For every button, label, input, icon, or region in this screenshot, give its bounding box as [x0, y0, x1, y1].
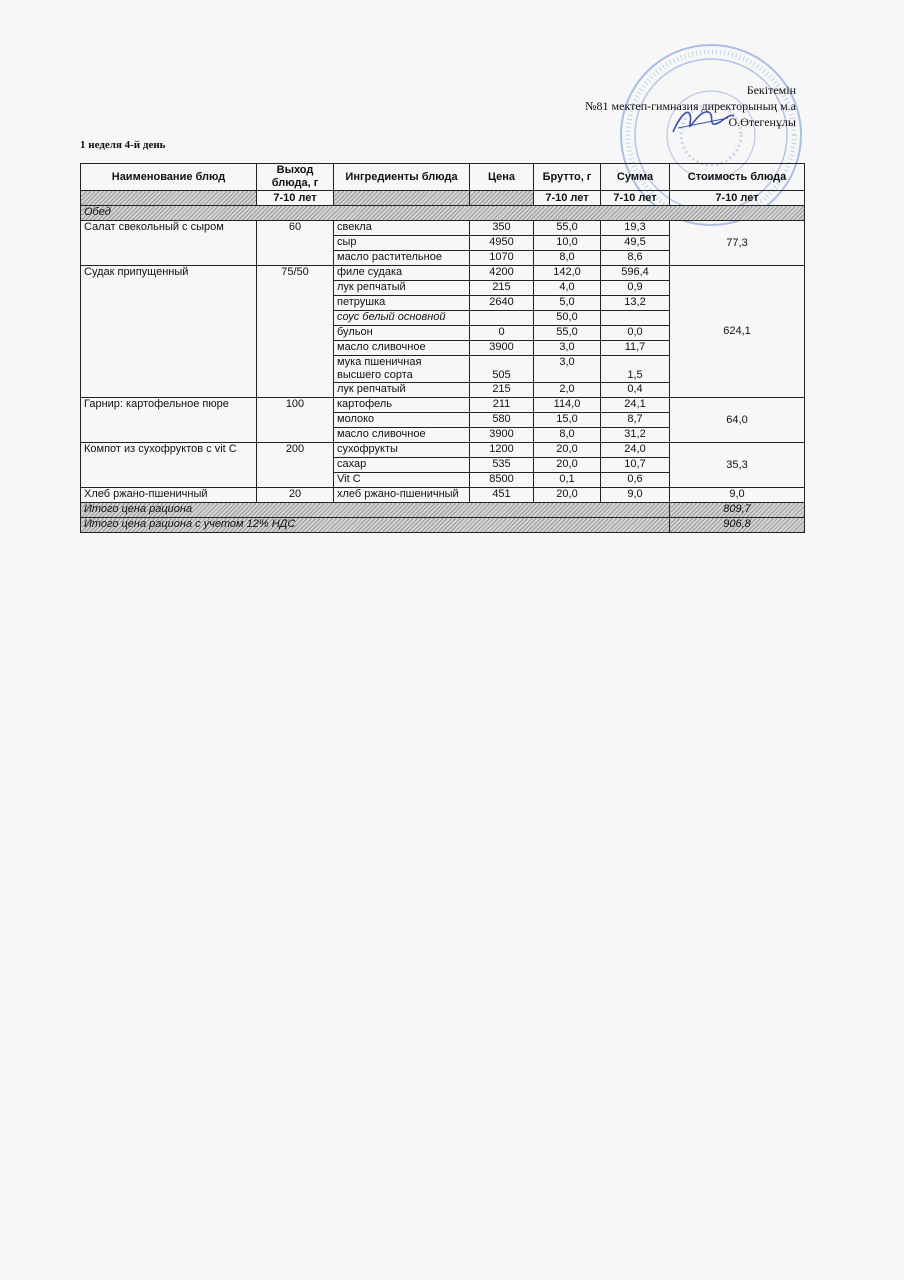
dish-cost: 624,1	[670, 266, 805, 398]
dish-yield: 100	[257, 398, 334, 443]
sub-header-age: 7-10 лет	[257, 191, 334, 206]
dish-name: Компот из сухофруктов с vit C	[81, 443, 257, 488]
dish-yield: 60	[257, 221, 334, 266]
ingredient: свекла	[334, 221, 470, 236]
dish-cost: 64,0	[670, 398, 805, 443]
total-value: 809,7	[670, 503, 805, 518]
ingredient: сыр	[334, 236, 470, 251]
dish-name: Салат свекольный с сыром	[81, 221, 257, 266]
sub-header-empty	[334, 191, 470, 206]
header-brutto: Брутто, г	[534, 164, 601, 191]
ingredient: мука пшеничная высшего сорта	[334, 356, 470, 383]
total-label: Итого цена рациона	[81, 503, 670, 518]
sum: 11,7	[601, 341, 670, 356]
sum: 19,3	[601, 221, 670, 236]
sum: 49,5	[601, 236, 670, 251]
brutto: 15,0	[534, 413, 601, 428]
brutto: 55,0	[534, 221, 601, 236]
ingredient: картофель	[334, 398, 470, 413]
sum: 1,5	[601, 356, 670, 383]
price: 580	[470, 413, 534, 428]
ingredient: масло сливочное	[334, 341, 470, 356]
price: 8500	[470, 473, 534, 488]
ingredient: петрушка	[334, 296, 470, 311]
price: 1070	[470, 251, 534, 266]
price: 3900	[470, 341, 534, 356]
dish-cost: 35,3	[670, 443, 805, 488]
sub-header-age: 7-10 лет	[670, 191, 805, 206]
vat-total-value: 906,8	[670, 518, 805, 533]
dish-name: Судак припущенный	[81, 266, 257, 398]
price: 4950	[470, 236, 534, 251]
ingredient: лук репчатый	[334, 281, 470, 296]
vat-total-label: Итого цена рациона с учетом 12% НДС	[81, 518, 670, 533]
brutto: 20,0	[534, 443, 601, 458]
price: 0	[470, 326, 534, 341]
brutto: 8,0	[534, 428, 601, 443]
header-ingredients: Ингредиенты блюда	[334, 164, 470, 191]
ingredient: масло растительное	[334, 251, 470, 266]
price: 3900	[470, 428, 534, 443]
sum: 9,0	[601, 488, 670, 503]
menu-table	[80, 163, 805, 533]
sum: 0,6	[601, 473, 670, 488]
price: 505	[470, 356, 534, 383]
header-sum: Сумма	[601, 164, 670, 191]
sum: 0,4	[601, 383, 670, 398]
price: 1200	[470, 443, 534, 458]
price: 215	[470, 383, 534, 398]
price: 4200	[470, 266, 534, 281]
dish-yield: 20	[257, 488, 334, 503]
price: 2640	[470, 296, 534, 311]
ingredient: филе судака	[334, 266, 470, 281]
brutto: 114,0	[534, 398, 601, 413]
brutto: 5,0	[534, 296, 601, 311]
approval-line-3: О.Өтегенұлы	[728, 115, 796, 129]
sub-header-age: 7-10 лет	[601, 191, 670, 206]
brutto: 8,0	[534, 251, 601, 266]
price: 215	[470, 281, 534, 296]
ingredient: бульон	[334, 326, 470, 341]
header-dish: Наименование блюд	[81, 164, 257, 191]
sum: 24,1	[601, 398, 670, 413]
section-title: Обед	[81, 206, 805, 221]
ingredient: сухофрукты	[334, 443, 470, 458]
sum: 13,2	[601, 296, 670, 311]
dish-name: Гарнир: картофельное пюре	[81, 398, 257, 443]
brutto: 20,0	[534, 488, 601, 503]
ingredient: соус белый основной	[334, 311, 470, 326]
dish-cost: 9,0	[670, 488, 805, 503]
ingredient: сахар	[334, 458, 470, 473]
sub-header-empty	[81, 191, 257, 206]
price	[470, 311, 534, 326]
sum: 0,0	[601, 326, 670, 341]
brutto: 50,0	[534, 311, 601, 326]
ingredient: Vit C	[334, 473, 470, 488]
price: 535	[470, 458, 534, 473]
approval-block	[585, 82, 796, 130]
dish-yield: 75/50	[257, 266, 334, 398]
ingredient: лук репчатый	[334, 383, 470, 398]
dish-cost: 77,3	[670, 221, 805, 266]
sum	[601, 311, 670, 326]
dish-yield: 200	[257, 443, 334, 488]
sum: 10,7	[601, 458, 670, 473]
header-price: Цена	[470, 164, 534, 191]
price: 451	[470, 488, 534, 503]
sub-header-age: 7-10 лет	[534, 191, 601, 206]
header-cost: Стоимость блюда	[670, 164, 805, 191]
brutto: 142,0	[534, 266, 601, 281]
sum: 24,0	[601, 443, 670, 458]
sum: 8,6	[601, 251, 670, 266]
brutto: 0,1	[534, 473, 601, 488]
brutto: 4,0	[534, 281, 601, 296]
approval-line-2: №81 мектеп-гимназия директорының м.а	[585, 99, 796, 113]
ingredient: молоко	[334, 413, 470, 428]
price: 350	[470, 221, 534, 236]
brutto: 20,0	[534, 458, 601, 473]
sum: 8,7	[601, 413, 670, 428]
ingredient: хлеб ржано-пшеничный	[334, 488, 470, 503]
header-yield: Выход блюда, г	[257, 164, 334, 191]
sub-header-empty	[470, 191, 534, 206]
price: 211	[470, 398, 534, 413]
page-title: 1 неделя 4-й день	[80, 139, 166, 151]
dish-name: Хлеб ржано-пшеничный	[81, 488, 257, 503]
sum: 0,9	[601, 281, 670, 296]
brutto: 3,0	[534, 341, 601, 356]
ingredient: масло сливочное	[334, 428, 470, 443]
approval-line-1: Бекітемін	[746, 83, 796, 97]
brutto: 2,0	[534, 383, 601, 398]
sum: 596,4	[601, 266, 670, 281]
brutto: 10,0	[534, 236, 601, 251]
sum: 31,2	[601, 428, 670, 443]
brutto: 55,0	[534, 326, 601, 341]
brutto: 3,0	[534, 356, 601, 383]
